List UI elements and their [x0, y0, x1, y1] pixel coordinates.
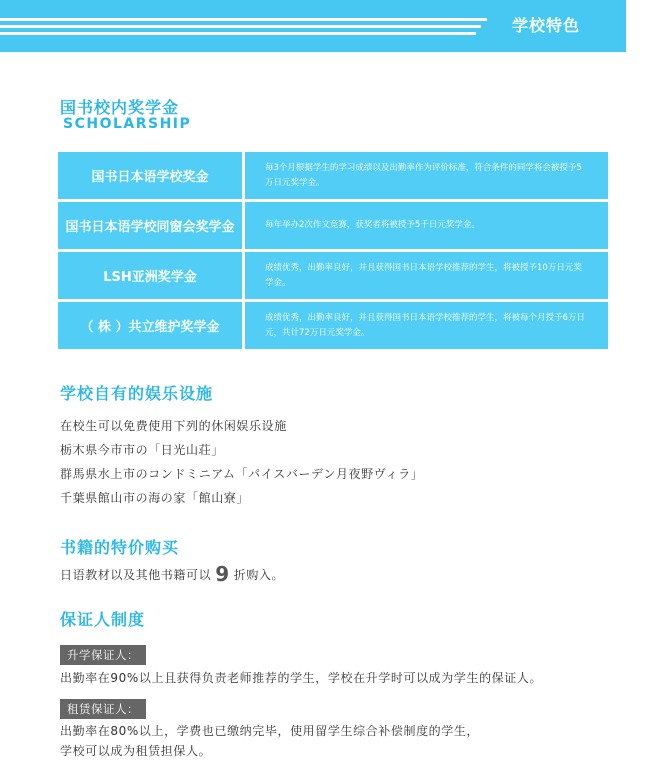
books-text-before: 日语教材以及其他书籍可以 — [60, 567, 212, 582]
header-stripe — [0, 32, 476, 35]
rental-guarantor-text: 出勤率在80%以上，学费也已缴纳完毕，使用留学生综合补偿制度的学生， — [60, 724, 480, 738]
scholarship-name: LSH亚洲奖学金 — [58, 252, 242, 299]
admission-guarantor-text: 出勤率在90%以上且获得负责老师推荐的学生，学校在升学时可以成为学生的保证人。 — [60, 671, 543, 685]
books-title: 书籍的特价购买 — [60, 538, 180, 557]
scholarship-desc: 每3个月根据学生的学习成绩以及出勤率作为评价标准，符合条件的同学将会被授予5万日元奖学金。 — [245, 152, 608, 199]
header-title: 学校特色 — [511, 16, 580, 35]
rental-guarantor-tag: 租赁保证人： — [60, 699, 146, 719]
table-row — [58, 152, 608, 199]
scholarship-desc: 成绩优秀，出勤率良好，并且获得国书日本语学校推荐的学生，将被每个月授予6万日元，共计72万日元奖学金。 — [245, 302, 608, 349]
scholarship-table — [58, 152, 608, 352]
facilities-line: 群馬県水上市のコンドミニアム「パイスバーデン月夜野ヴィラ」 — [60, 467, 424, 481]
books-text — [60, 562, 284, 586]
header-stripe — [0, 18, 487, 21]
scholarship-name: 国书日本语学校同窗会奖学金 — [58, 202, 242, 249]
table-row — [58, 302, 608, 349]
guarantor-title: 保证人制度 — [60, 610, 146, 629]
header-stripe — [0, 25, 481, 28]
facilities-line: 栃木県今市市の「日光山荘」 — [60, 443, 224, 457]
scholarship-name: （ 株 ）共立维护奖学金 — [58, 302, 242, 349]
scholarship-title-en: SCHOLARSHIP — [63, 116, 192, 132]
table-row — [58, 202, 608, 249]
books-discount: 9 — [215, 562, 230, 586]
facilities-title: 学校自有的娱乐设施 — [60, 384, 214, 403]
books-text-after: 折购入。 — [233, 567, 285, 582]
scholarship-title: 国书校内奖学金 — [60, 98, 180, 117]
scholarship-desc: 成绩优秀，出勤率良好，并且获得国书日本语学校推荐的学生，将被授予10万日元奖学金。 — [245, 252, 608, 299]
admission-guarantor-tag: 升学保证人： — [60, 645, 146, 665]
table-row — [58, 252, 608, 299]
scholarship-desc: 每年举办2次作文竞赛，获奖者将被授予5千日元奖学金。 — [245, 202, 608, 249]
facilities-line: 千葉県館山市の海の家「館山寮」 — [60, 491, 250, 505]
facilities-line: 在校生可以免费使用下列的休闲娱乐设施 — [60, 419, 287, 433]
scholarship-name: 国书日本语学校奖金 — [58, 152, 242, 199]
rental-guarantor-text-2: 学校可以成为租赁担保人。 — [60, 744, 212, 758]
section-header-bar — [0, 0, 626, 52]
